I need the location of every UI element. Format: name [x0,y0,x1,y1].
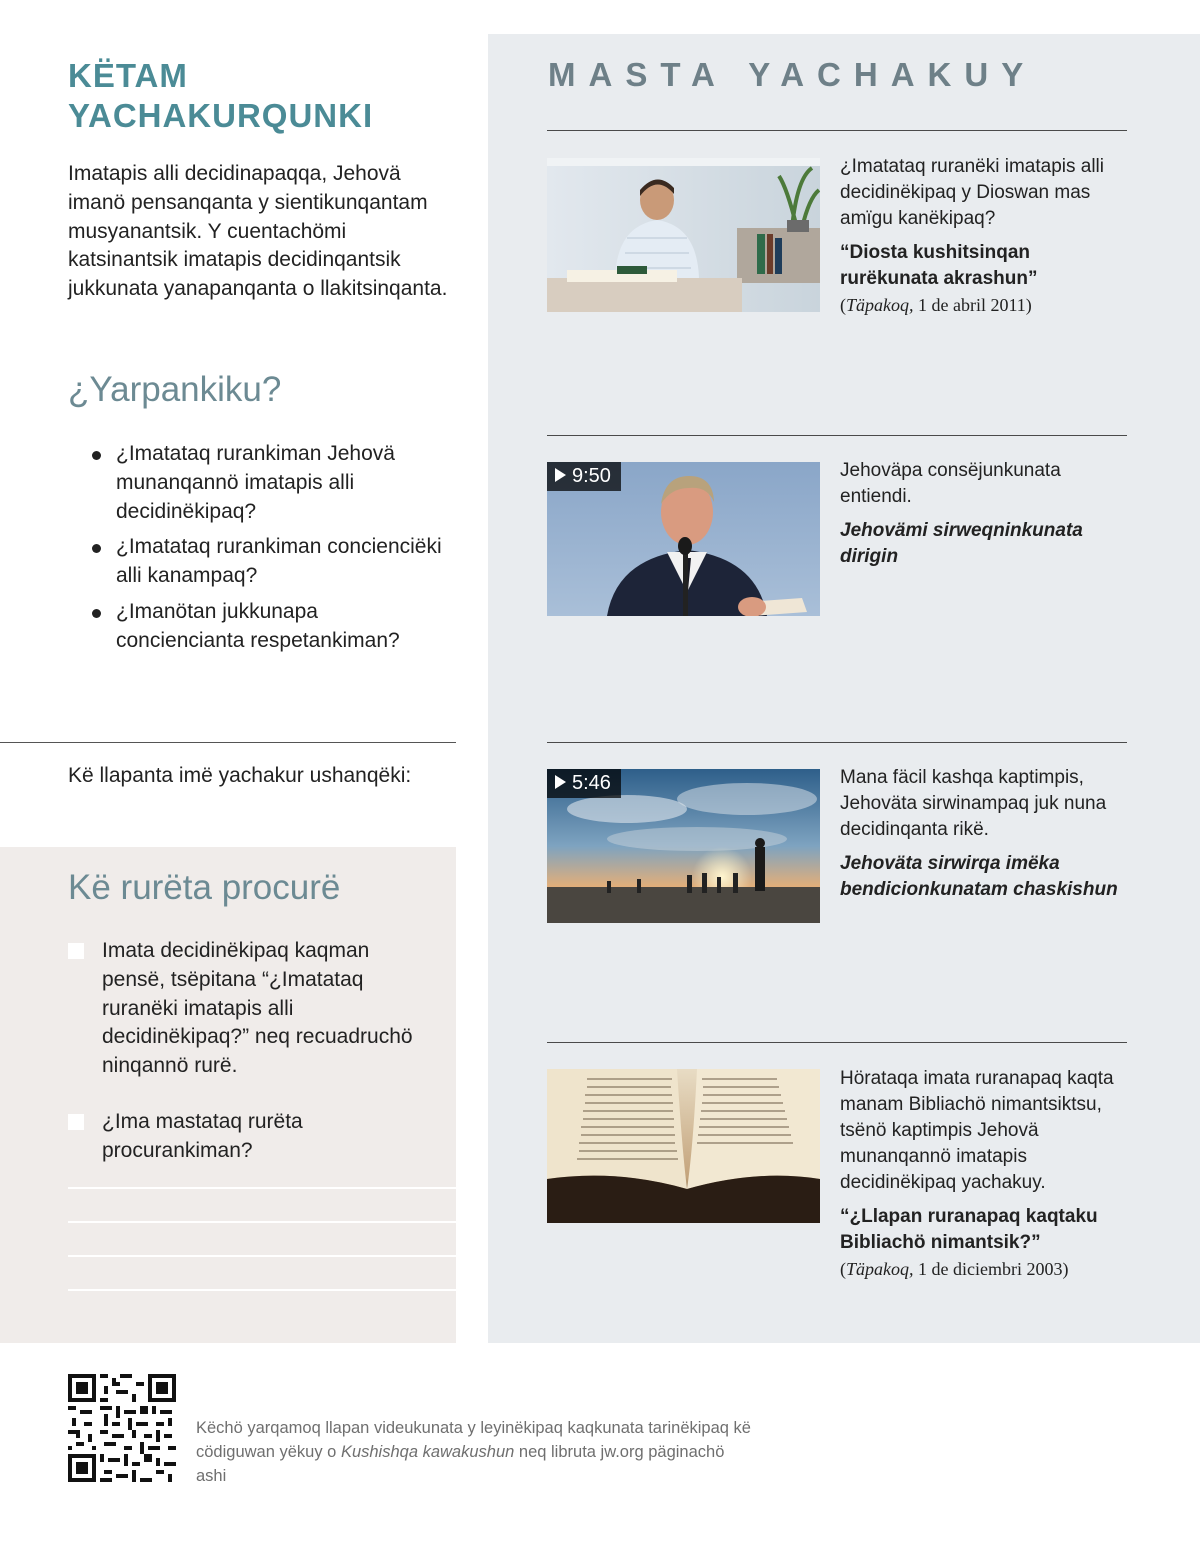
qr-code-icon[interactable] [68,1374,176,1482]
writing-line[interactable] [68,1187,456,1189]
divider [547,130,1127,131]
studied-checkbox-label: Kë llapanta imë yachakur ushanqëki: [68,764,412,787]
goal-checkbox[interactable] [68,943,84,959]
review-question: ¿Imatataq rurankiman concienciëki alli kanampaq? [92,533,452,591]
lesson-title [68,56,448,136]
writing-line[interactable] [68,1289,456,1291]
divider [547,435,1127,436]
video-duration-badge: 5:46 [547,769,621,798]
video-link[interactable]: Jehovämi sirweqninkunata dirigin [840,520,1083,567]
bullet-icon [92,544,101,553]
article-source: (Täpakoq, 1 de abril 2011) [840,295,1032,315]
item-description: Mana fäcil kashqa kaptimpis, Jehoväta sirwinampaq juk nuna decidinqanta rikë. [840,767,1107,840]
man-reading-image [547,158,820,312]
goal-box [0,847,456,1343]
writing-line[interactable] [68,1255,456,1257]
open-bible-image [547,1069,820,1223]
open-bible-thumbnail[interactable] [547,1069,820,1223]
play-icon [555,468,566,482]
goal-checkbox[interactable] [68,1114,84,1130]
article-link[interactable]: “¿Llapan ruranapaq kaqtaku Bibliachö nimantsik?” [840,1206,1098,1253]
item-description: Jehoväpa consëjunkunata entiendi. [840,460,1061,507]
further-learning-item [840,154,1130,318]
sunset-video-thumbnail[interactable] [547,769,820,923]
bullet-icon [92,609,101,618]
qr-code-graphic [68,1374,176,1482]
footer-note: Këchö yarqamoq llapan videukunata y leyinëkipaq kaqkunata tarinëkipaq kë cödiguwan yëkuy o Kushishqa kawakushun neq libruta jw.org päginachö ashi [196,1419,751,1485]
review-heading: ¿Yarpankiku? [68,370,282,409]
further-learning-item [840,1066,1130,1282]
further-learning-item [840,765,1130,903]
review-questions-list [92,440,452,663]
lesson-title-line1: KËTAM [68,57,188,94]
speaker-video-thumbnail[interactable] [547,462,820,616]
video-duration-badge: 9:50 [547,462,621,491]
goal-item-text: ¿Ima mastataq rurëta procurankiman? [102,1110,303,1162]
goal-heading: Kë rurëta procurë [68,868,341,907]
article-link[interactable]: “Diosta kushitsinqan rurëkunata akrashun” [840,242,1038,289]
writing-line[interactable] [68,1221,456,1223]
summary-paragraph: Imatapis alli decidinapaqqa, Jehovä imanö pensanqanta y sientikunqantam musyanantsik. Y cuentachömi katsinantsik imatapis decidinqantsik jukkunata yanapanqanta o llakitsinqanta. [68,162,448,301]
review-question: ¿Imatataq rurankiman Jehovä munanqannö imatapis alli decidinëkipaq? [92,440,452,526]
further-learning-title: MASTA YACHAKUY [548,56,1037,93]
item-description: ¿Imatataq ruranëki imatapis alli decidinëkipaq y Dioswan mas amïgu kanëkipaq? [840,156,1104,229]
lesson-title-line2: YACHAKURQUNKI [68,97,374,134]
article-source: (Täpakoq, 1 de diciembri 2003) [840,1259,1069,1279]
review-question: ¿Imanötan jukkunapa concienciantа respetankiman? [92,598,452,656]
play-icon [555,775,566,789]
goal-item [68,937,438,1081]
goal-item-text: Imata decidinëkipaq kaqman pensë, tsëpitana “¿Imatataq ruranëki imatapis alli decidinëkipaq?” neq recuadruchö ninqannö rurë. [102,939,413,1078]
video-link[interactable]: Jehoväta sirwirqa imëka bendicionkunatam chaskishun [840,853,1118,900]
goal-item [68,1108,438,1166]
divider [0,742,456,743]
man-reading-bible-thumbnail[interactable] [547,158,820,312]
further-learning-item [840,458,1130,570]
item-description: Hörataqa imata ruranapaq kaqta manam Bibliachö nimantsiktsu, tsënö kaptimpis Jehovä munanqannö imatapis decidinëkipaq yachakuy. [840,1068,1114,1193]
book-title: Kushishqa kawakushun [340,1443,515,1461]
divider [547,742,1127,743]
bullet-icon [92,451,101,460]
divider [547,1042,1127,1043]
